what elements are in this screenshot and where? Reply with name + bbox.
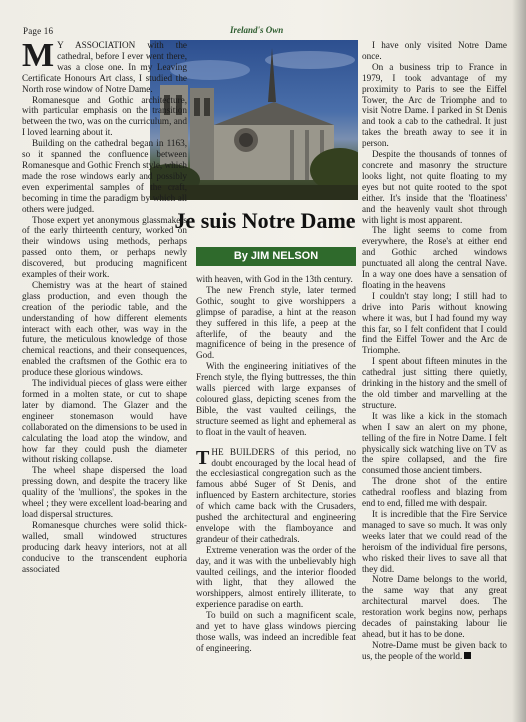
article-paragraph: I spent about fifteen minutes in the cathedral just sitting there quietly, drinking in the history and the smell of the old timber and marvelling at the structure.	[362, 356, 507, 410]
article-paragraph: Notre-Dame must be given back to us, the people of the world.	[362, 639, 507, 661]
article-paragraph: With the engineering initiatives of the French style, the flying buttresses, the thin walls pierced with large expanses of coloured glass, depicting scenes from the Bible, the vast vaulted ceilings, the structure seemed as light and ephemeral as to float in the vault of heaven.	[196, 361, 356, 437]
page-number: Page 16	[23, 26, 54, 36]
article-paragraph: The new French style, later termed Gothic, sought to give worshippers a glimpse of paradise, a hint at the reason they suffered in this life, a peep at the afterlife, of the beauty and the magnificence of being in the presence of God.	[196, 284, 356, 361]
article-paragraph: Romanesque and Gothic architecture, with particular emphasis on the transition between the two, was on the curriculum, and I loved learning about it.	[22, 94, 187, 138]
article-paragraph: Extreme veneration was the order of the day, and it was with the unbelievably high vaulted ceilings, and the interior flooded with light, that they allowed the worshippers, almost entirely illiterate, to experience paradise on earth.	[196, 544, 356, 610]
article-paragraph: The wheel shape dispersed the load pressing down, and despite the tracery like quality of the 'mullions', the spokes in the wheel ; they were excellent load-bearing and load dispersal structures.	[22, 465, 187, 519]
drop-cap: M	[22, 40, 55, 74]
article-paragraph: Chemistry was at the heart of stained glass production, and even though the creation of the periodic table, and the understanding of how different elements interact with each other, was way in the future, the meticulous knowledge of those chemical reactions, and their consequences, enabled the craftsmen of the Gothic era to produce these glorious windows.	[22, 279, 187, 378]
article-paragraph: The individual pieces of glass were either formed in a molten state, or cut to shape later by diamond. The Glazer and the engineer stonemason would have collaborated on the dimensions to be used in calculating the load atop the window, and how far they could push the diameter without risking collapse.	[22, 378, 187, 465]
masthead: Ireland's Own	[230, 25, 284, 35]
article-paragraph: The drone shot of the entire cathedral roofless and blazing from end to end, filled me with despair.	[362, 476, 507, 509]
article-column-2	[196, 274, 356, 698]
drop-cap: T	[196, 446, 210, 469]
article-paragraph: I couldn't stay long; I still had to drive into Paris without knowing where it was, but I had found my way this far, so I felt confident that I could find the Eiffel Tower and the Arc de Triomphe.	[362, 290, 507, 356]
article-paragraph: On a business trip to France in 1979, I took advantage of my proximity to Paris to see the Eiffel Tower, the Arc de Triomphe and to visit Notre Dame. I parked in St Denis and took a cab to the cathedral. It just takes the breath away to see it in person.	[362, 61, 507, 149]
article-column-3	[362, 40, 507, 700]
article-headline: Je suis Notre Dame	[174, 208, 356, 233]
article-paragraph: The light seems to come from everywhere, the Rose's at either end and Gothic arched windows punctuated all along the central Nave. In a way one does have a sensation of floating in the heavens	[362, 225, 507, 290]
article-paragraph: To build on such a magnificent scale, and yet to have glass windows piercing those walls, was indeed an incredible feat of engineering.	[196, 610, 356, 653]
byline: By JIM NELSON	[196, 247, 356, 266]
article-paragraph: Those expert yet anonymous glassmakers of the early thirteenth century, worked on their windows using methods, perhaps passed onto them, or perhaps newly discovered, but producing magnificent examples of their work.	[22, 214, 187, 280]
article-paragraph: with heaven, with God in the 13th century.	[196, 274, 353, 284]
article-paragraph: Notre Dame belongs to the world, the same way that any great architectural marvel does. The restoration work begins now, perhaps decades of painstaking labour lie ahead, but it has to be done.	[362, 574, 507, 639]
article-paragraph: THE BUILDERS of this period, no doubt encouraged by the local head of the ecclesiastical congregation such as the famous abbé Suger of St Denis, and influenced by Eastern architecture, stories of which came back with the Crusaders, pushed the architectural and engineering envelope with the flamboyance and grandeur of their cathedrals.	[196, 446, 356, 544]
article-paragraph: It is incredible that the Fire Service managed to save so much. It was only weeks later that we could read of the heroism of the individual fire persons, who risked their lives to save all that they did.	[362, 508, 507, 574]
article-paragraph: It was like a kick in the stomach when I saw an alert on my phone, telling of the fire in Notre Dame. I felt physically sick watching live on TV as the spire collapsed, and the fire consumed those ancient timbers.	[362, 410, 507, 476]
article-paragraph: M Y ASSOCIATION with the cathedral, before I ever went there, was a close one. In my Leaving Certificate Honours Art class, I studied the North rose window of Notre Dame.	[22, 40, 187, 94]
article-column-1	[22, 40, 187, 700]
article-paragraph: Romanesque churches were solid thick-walled, small windowed structures producing dark heavy interiors, not at all conducive to the transcendent euphoria associated	[22, 519, 187, 574]
page-edge-shadow	[512, 0, 526, 722]
article-paragraph: Building on the cathedral began in 1163, so it spanned the confluence between Romanesque and Gothic French style, which made the rose windows early and possibly even experimental samples of the craft, becoming in time the paradigm by which all others were judged.	[22, 138, 187, 214]
article-paragraph: Despite the thousands of tonnes of concrete and masonry the structure looks light, not quite floating to my eyes but not quite rooted to the spot either. It's inside that the 'floatiness' and the heavenly vault shot through with light is most apparent.	[362, 149, 507, 225]
article-paragraph: I have only visited Notre Dame once.	[362, 40, 507, 61]
end-mark-icon	[464, 652, 471, 659]
